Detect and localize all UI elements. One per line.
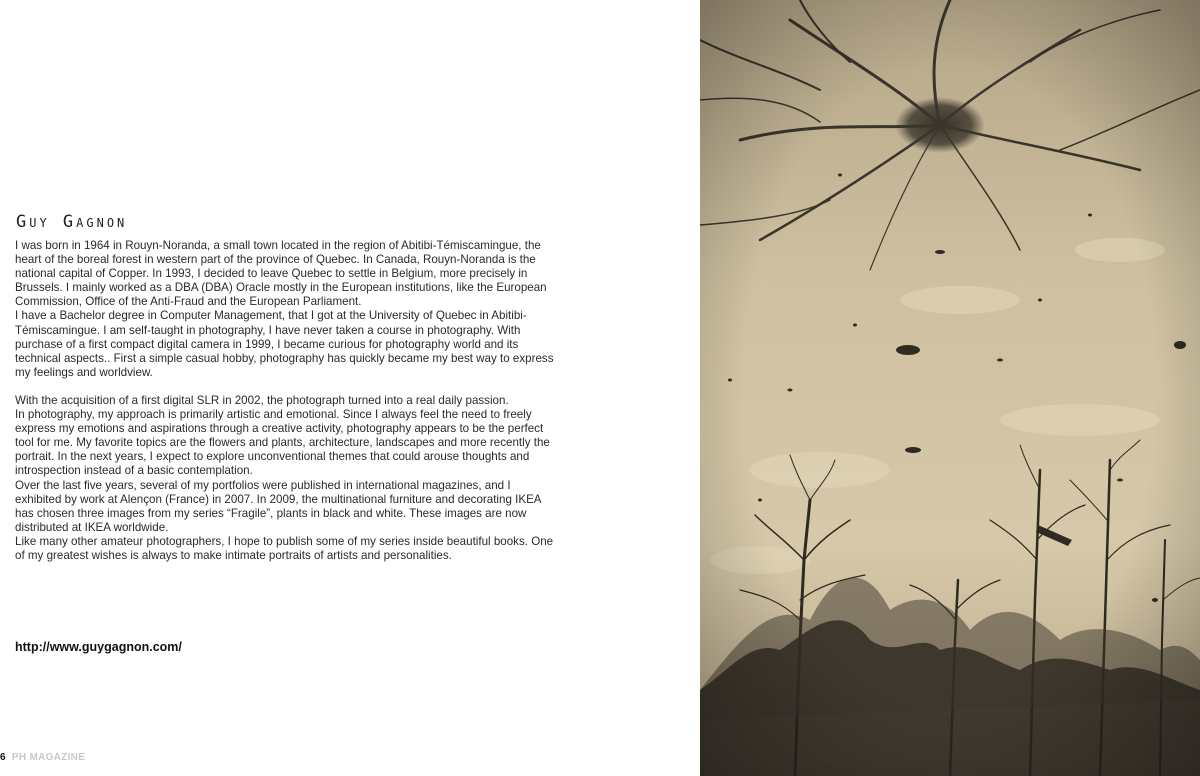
bio-paragraph: I have a Bachelor degree in Computer Management, that I got at the University of Quebec in Abitibi- Témiscamingue. I am self-taught in photography, I have never taken a course in photography. With purchase of a first compact digital camera in 1999, I became curious for photography world and its technical aspects.. First a simple casual hobby, photography has quickly became my best way to express my feelings and worldview. — [15, 309, 554, 379]
magazine-name: PH MAGAZINE — [11, 752, 86, 763]
page-footer — [0, 752, 85, 763]
biography-text — [15, 239, 555, 563]
website-link[interactable]: http://www.guygagnon.com/ — [15, 640, 182, 654]
bio-paragraph: Like many other amateur photographers, I hope to publish some of my series inside beautiful books. One of my greatest wishes is always to make intimate portraits of artists and personalities. — [15, 534, 554, 562]
photograph-artwork — [700, 0, 1200, 776]
sepia-photograph — [700, 0, 1200, 776]
bio-paragraph: With the acquisition of a first digital SLR in 2002, the photograph turned into a real daily passion. — [15, 393, 509, 407]
photo-vignette — [700, 0, 1200, 776]
bio-paragraph: In photography, my approach is primarily artistic and emotional. Since I always feel the need to freely express my emotions and aspirations through a creative activity, photography appears to be the perfect tool for me. My favorite topics are the flowers and plants, architecture, landscapes and more recently the portrait. In the next years, I expect to explore unconventional themes that could arouse thoughts and introspection instead of a basic contemplation. — [15, 408, 550, 478]
page-number: 6 — [0, 752, 6, 763]
bio-paragraph: I was born in 1964 in Rouyn-Noranda, a small town located in the region of Abitibi-Témiscamingue, the heart of the boreal forest in western part of the province of Quebec. In Canada, Rouyn-Noranda is the national capital of Copper. In 1993, I decided to leave Quebec to settle in Belgium, more precisely in Brussels. I mainly worked as a DBA (DBA) Oracle mostly in the European institutions, like the European Commission, Office of the Anti-Fraud and the European Parliament. — [15, 239, 547, 309]
bio-paragraph: Over the last five years, several of my portfolios were published in international magazines, and I exhibited by work at Alençon (France) in 2007. In 2009, the multinational furniture and decorating IKEA has chosen three images from my series “Fragile”, plants in black and white. These images are now distributed at IKEA worldwide. — [15, 478, 541, 534]
paragraph-gap — [15, 380, 555, 394]
author-name: Guy Gagnon — [16, 212, 128, 232]
